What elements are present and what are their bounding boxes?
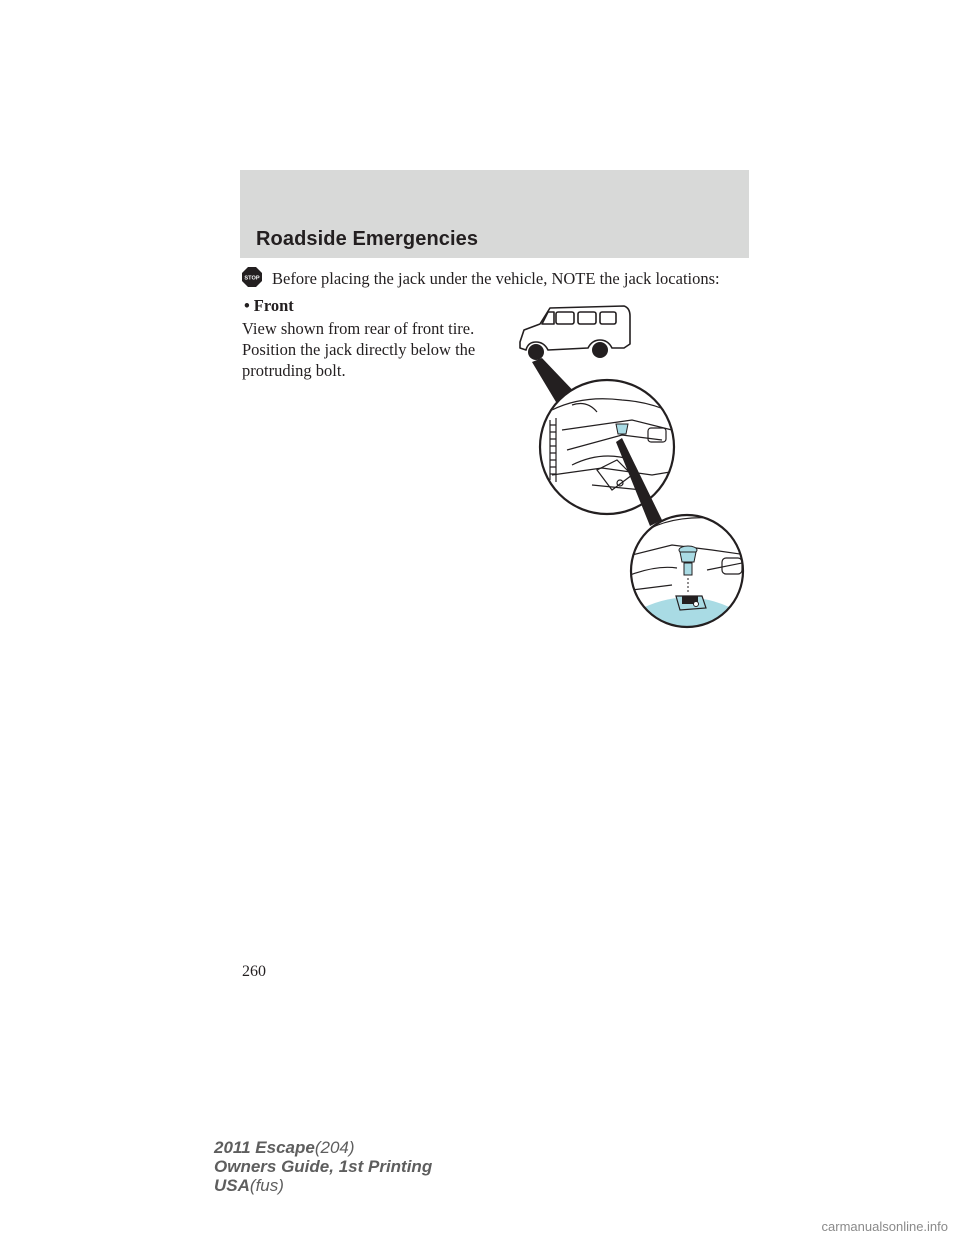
footer-market: USA (214, 1176, 250, 1195)
instruction-line: protruding bolt. (242, 361, 346, 380)
rear-wheel-icon (592, 342, 608, 358)
instruction-paragraph (242, 318, 498, 381)
jack-bolt-detail-circle (622, 515, 752, 640)
footer-market-code: (fus) (249, 1176, 284, 1195)
warning-text: Before placing the jack under the vehicle, NOTE the jack locations: (272, 269, 720, 288)
front-wheel-icon (528, 344, 544, 360)
section-title: Roadside Emergencies (256, 228, 479, 250)
jack-location-illustration (512, 300, 752, 640)
instruction-line: Position the jack directly below the (242, 340, 476, 359)
bullet-item-front (244, 296, 294, 316)
footer-line-3 (214, 1176, 432, 1195)
watermark-link[interactable]: carmanualsonline.info (821, 1219, 948, 1234)
bullet-symbol: • (244, 296, 250, 315)
suspension-detail-circle (540, 380, 682, 514)
stop-icon (242, 267, 262, 287)
page-number: 260 (242, 963, 266, 980)
document-footer (214, 1138, 432, 1195)
vehicle-silhouette (520, 306, 630, 350)
footer-line-2: Owners Guide, 1st Printing (214, 1157, 433, 1176)
instruction-line: View shown from rear of front tire. (242, 319, 475, 338)
footer-model: 2011 Escape (214, 1138, 315, 1157)
stop-icon-label: STOP (244, 275, 260, 282)
bullet-label: Front (253, 296, 294, 315)
footer-model-code: (204) (314, 1138, 355, 1157)
footer-line-1 (214, 1138, 432, 1157)
